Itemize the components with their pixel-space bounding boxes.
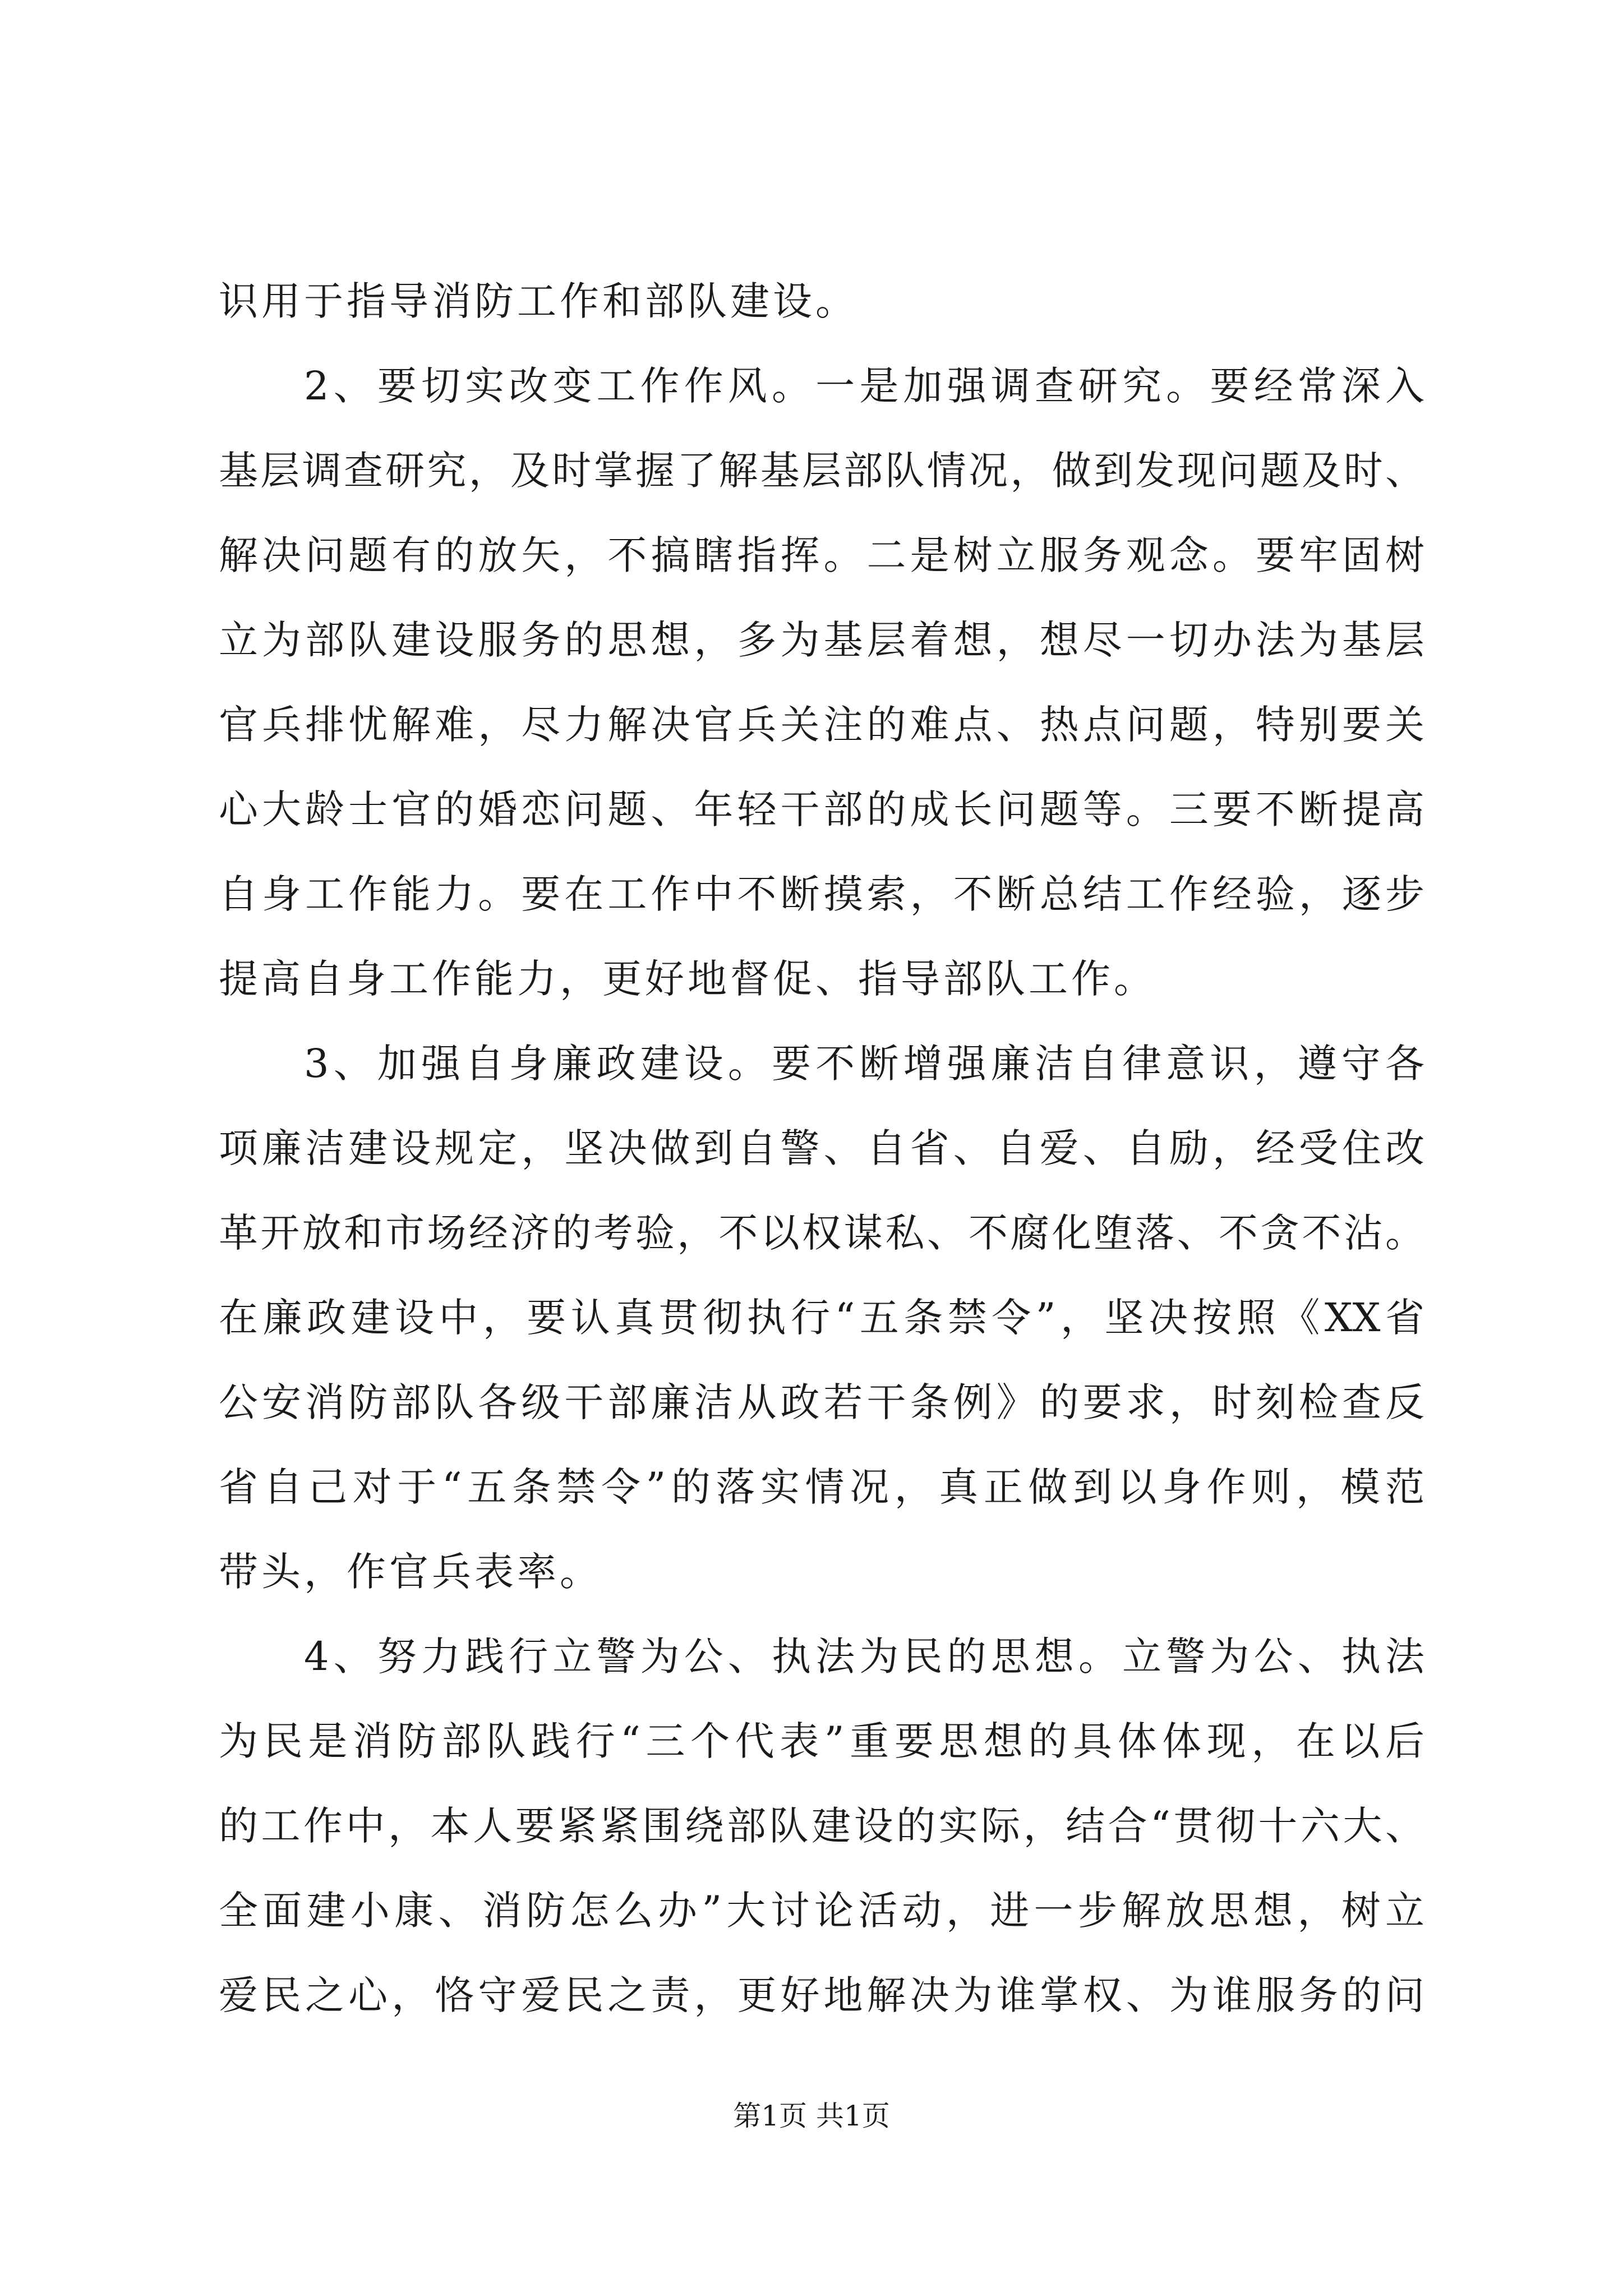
text-line: 为民是消防部队践行“三个代表”重要思想的具体体现，在以后 bbox=[219, 1718, 1424, 1764]
text-line: 爱民之心，恪守爱民之责，更好地解决为谁掌权、为谁服务的问 bbox=[219, 1972, 1424, 2018]
text-line: 全面建小康、消防怎么办”大讨论活动，进一步解放思想，树立 bbox=[219, 1888, 1424, 1934]
text-line: 提高自身工作能力，更好地督促、指导部队工作。 bbox=[219, 956, 1156, 1002]
text-line: 的工作中，本人要紧紧围绕部队建设的实际，结合“贯彻十六大、 bbox=[219, 1803, 1424, 1849]
text-line: 公安消防部队各级干部廉洁从政若干条例》的要求，时刻检查反 bbox=[219, 1379, 1424, 1425]
text-line: 2、要切实改变工作作风。一是加强调查研究。要经常深入 bbox=[304, 363, 1424, 409]
text-line: 识用于指导消防工作和部队建设。 bbox=[219, 278, 858, 324]
text-line: 官兵排忧解难，尽力解决官兵关注的难点、热点问题，特别要关 bbox=[219, 702, 1424, 748]
text-line: 带头，作官兵表率。 bbox=[219, 1549, 602, 1595]
text-line: 解决问题有的放矢，不搞瞎指挥。二是树立服务观念。要牢固树 bbox=[219, 532, 1424, 578]
page-footer: 第1页 共1页 bbox=[733, 2100, 890, 2132]
text-line: 立为部队建设服务的思想，多为基层着想，想尽一切办法为基层 bbox=[219, 617, 1424, 663]
text-line: 自身工作能力。要在工作中不断摸索，不断总结工作经验，逐步 bbox=[219, 871, 1424, 917]
text-line: 心大龄士官的婚恋问题、年轻干部的成长问题等。三要不断提高 bbox=[219, 786, 1424, 832]
text-line: 省自己对于“五条禁令”的落实情况，真正做到以身作则，模范 bbox=[219, 1464, 1424, 1510]
text-line: 项廉洁建设规定，坚决做到自警、自省、自爱、自励，经受住改 bbox=[219, 1125, 1424, 1171]
text-line: 基层调查研究，及时掌握了解基层部队情况，做到发现问题及时、 bbox=[219, 448, 1424, 494]
text-line: 在廉政建设中，要认真贯彻执行“五条禁令”，坚决按照《XX省 bbox=[219, 1295, 1424, 1341]
text-line: 3、加强自身廉政建设。要不断增强廉洁自律意识，遵守各 bbox=[304, 1041, 1424, 1087]
text-line: 革开放和市场经济的考验，不以权谋私、不腐化堕落、不贪不沾。 bbox=[219, 1210, 1424, 1256]
text-line: 4、努力践行立警为公、执法为民的思想。立警为公、执法 bbox=[304, 1634, 1424, 1680]
